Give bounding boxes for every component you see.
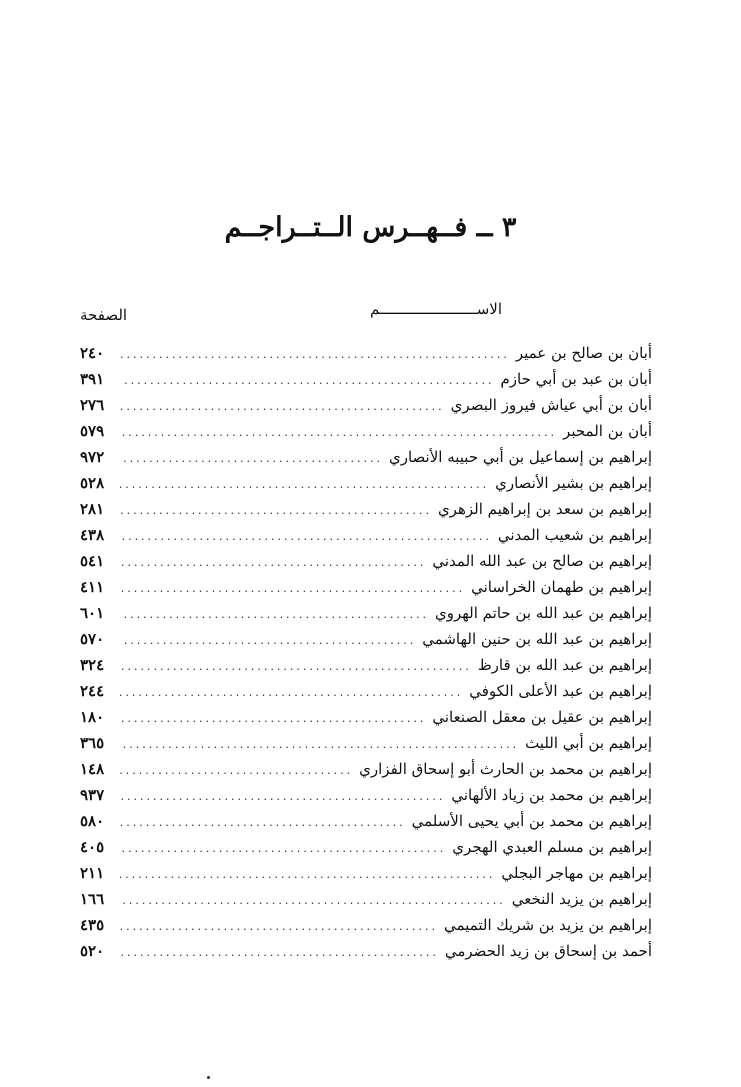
index-entry [80, 392, 652, 418]
index-entry [80, 574, 652, 600]
dot-leader [120, 602, 429, 628]
dot-leader [120, 550, 426, 576]
entry-name: أبان بن صالح بن عمير [515, 344, 652, 362]
dot-leader [120, 524, 492, 550]
dot-leader [120, 706, 426, 732]
entry-page-number: ٦٠١ [80, 604, 105, 622]
entry-name: إبراهيم بن بشير الأنصاري [495, 474, 652, 492]
entry-page-number: ٥٤١ [80, 552, 105, 570]
entry-name: إبراهيم بن يزيد بن شريك التميمي [443, 916, 652, 934]
entry-name: إبراهيم بن أبي الليث [525, 734, 652, 752]
entry-name: إبراهيم بن عبد الأعلى الكوفي [469, 682, 652, 700]
index-entry [80, 548, 652, 574]
entry-page-number: ٩٣٧ [80, 786, 105, 804]
index-entry [80, 652, 652, 678]
entry-page-number: ٥٢٠ [80, 942, 105, 960]
entry-page-number: ٥٨٠ [80, 812, 105, 830]
entry-name: إبراهيم بن صالح بن عبد الله المدني [432, 552, 652, 570]
entry-name: إبراهيم بن محمد بن الحارث أبو إسحاق الفزاري [359, 760, 652, 778]
dot-leader [120, 472, 489, 498]
index-entry [80, 418, 652, 444]
entry-name: أبان بن أبي عياش فيروز البصري [450, 396, 652, 414]
dot-leader [120, 394, 445, 420]
entry-name: أحمد بن إسحاق بن زيد الحضرمي [444, 942, 652, 960]
dot-leader [120, 446, 383, 472]
index-entry [80, 730, 652, 756]
entry-page-number: ٥٧٩ [80, 422, 105, 440]
entry-page-number: ٢١١ [80, 864, 105, 882]
entry-page-number: ٣٦٥ [80, 734, 105, 752]
entry-name: إبراهيم بن مسلم العبدي الهجري [452, 838, 652, 856]
entry-name: إبراهيم بن عقيل بن معقل الصنعاني [432, 708, 652, 726]
entry-page-number: ٣٢٤ [80, 656, 105, 674]
entry-page-number: ٤٣٥ [80, 916, 105, 934]
index-entry [80, 912, 652, 938]
index-entry [80, 340, 652, 366]
dot-leader [120, 628, 416, 654]
entry-page-number: ٤٠٥ [80, 838, 105, 856]
index-entry [80, 366, 652, 392]
entry-page-number: ١٤٨ [80, 760, 105, 778]
index-entry [80, 938, 652, 964]
index-entry [80, 496, 652, 522]
entry-page-number: ٢٧٦ [80, 396, 105, 414]
entry-name: أبان بن عبد بن أبي حازم [500, 370, 652, 388]
entry-page-number: ٥٧٠ [80, 630, 105, 648]
entry-name: إبراهيم بن مهاجر البجلي [501, 864, 652, 882]
name-column-header: الاســــــــــــــــــــــم [370, 300, 502, 318]
entry-name: إبراهيم بن سعد بن إبراهيم الزهري [437, 500, 652, 518]
dot-leader [120, 784, 445, 810]
page-column-header: الصفحة [80, 306, 128, 324]
dot-leader [120, 810, 406, 836]
index-entry [80, 678, 652, 704]
index-entry [80, 886, 652, 912]
column-headers [80, 300, 652, 330]
entry-page-number: ٢٤٤ [80, 682, 105, 700]
entry-page-number: ٢٨١ [80, 500, 105, 518]
entry-name: إبراهيم بن عبد الله بن قارظ [477, 656, 652, 674]
entry-name: إبراهيم بن عبد الله بن حنين الهاشمي [422, 630, 652, 648]
index-entries [80, 340, 652, 964]
entry-name: إبراهيم بن محمد بن أبي يحيى الأسلمي [411, 812, 652, 830]
index-entry [80, 704, 652, 730]
entry-page-number: ٢٤٠ [80, 344, 105, 362]
entry-page-number: ٩٧٢ [80, 448, 105, 466]
entry-page-number: ٣٩١ [80, 370, 105, 388]
entry-name: إبراهيم بن محمد بن زياد الألهاني [451, 786, 652, 804]
index-entry [80, 522, 652, 548]
dot-leader [120, 732, 519, 758]
dot-leader [120, 576, 465, 602]
dot-leader [120, 680, 463, 706]
entry-page-number: ٥٢٨ [80, 474, 105, 492]
dot-leader [120, 420, 557, 446]
index-entry [80, 834, 652, 860]
index-entry [80, 626, 652, 652]
entry-page-number: ٤٣٨ [80, 526, 105, 544]
dot-leader [120, 758, 353, 784]
dot-leader [120, 654, 472, 680]
dot-leader [120, 888, 506, 914]
entry-page-number: ١٦٦ [80, 890, 105, 908]
index-entry [80, 808, 652, 834]
index-entry [80, 470, 652, 496]
dot-leader [120, 862, 495, 888]
entry-name: إبراهيم بن شعيب المدني [497, 526, 652, 544]
dot-leader [120, 368, 494, 394]
dot-leader [120, 940, 439, 966]
entry-name: إبراهيم بن يزيد النخعي [511, 890, 652, 908]
index-entry [80, 444, 652, 470]
dot-leader [120, 498, 432, 524]
index-entry [80, 782, 652, 808]
index-entry [80, 756, 652, 782]
entry-name: إبراهيم بن إسماعيل بن أبي حبيبه الأنصاري [388, 448, 652, 466]
entry-page-number: ٤١١ [80, 578, 105, 596]
entry-page-number: ١٨٠ [80, 708, 105, 726]
index-entry [80, 860, 652, 886]
stray-ink-dot [207, 1076, 210, 1079]
dot-leader [120, 342, 510, 368]
index-entry [80, 600, 652, 626]
entry-name: أبان بن المحبر [563, 422, 652, 440]
dot-leader [120, 836, 446, 862]
entry-name: إبراهيم بن طهمان الخراساني [471, 578, 652, 596]
entry-name: إبراهيم بن عبد الله بن حاتم الهروي [434, 604, 652, 622]
dot-leader [120, 914, 438, 940]
page-title: ٣ ــ فــهــرس الــتــراجــم [224, 212, 517, 243]
